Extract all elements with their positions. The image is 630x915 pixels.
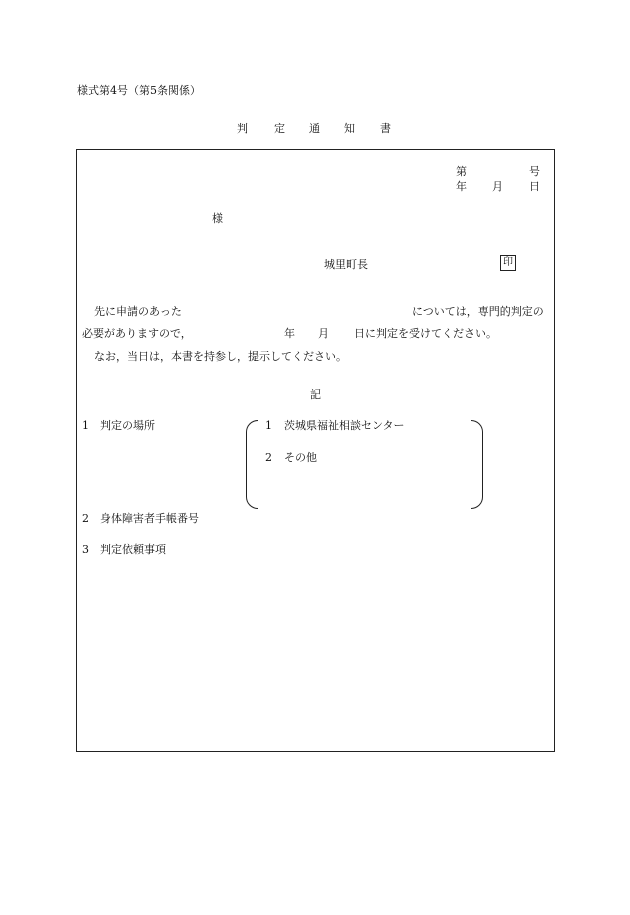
item1-label: 判定の場所 [100,419,155,432]
title-char: 通 [309,122,320,135]
addressee-suffix: 様 [212,212,223,225]
body-line2-start: 必要がありますので， [82,327,192,340]
body-line1-start: 先に申請のあった [94,305,182,318]
item2-number: 2 [82,512,89,525]
bracket-left [246,420,258,509]
ki-heading: 記 [310,388,321,401]
place-option-number: 2 [265,451,272,464]
place-option-label: 茨城県福祉相談センター [284,419,405,432]
title-char: 書 [380,122,391,135]
item3-number: 3 [82,543,89,556]
date-day-label: 日 [529,180,540,193]
title-char: 知 [344,122,355,135]
date-month-label: 月 [492,180,503,193]
item1-number: 1 [82,419,89,432]
bracket-right [471,420,483,509]
title-char: 判 [237,122,248,135]
body-line3: なお，当日は，本書を持参し，提示してください。 [94,350,347,363]
number-prefix: 第 [456,165,467,178]
number-suffix: 号 [529,165,540,178]
seal-mark: 印 [500,255,516,271]
sender-name: 城里町長 [324,258,368,271]
body-line2-end: 日に判定を受けてください。 [354,327,497,340]
date-year-label: 年 [456,180,467,193]
body-line1-end: については，専門的判定の [412,305,544,318]
item2-label: 身体障害者手帳番号 [100,512,199,525]
form-number-label: 様式第4号（第5条関係） [77,84,201,97]
place-option-number: 1 [265,419,272,432]
title-char: 定 [274,122,285,135]
item3-label: 判定依頼事項 [100,543,166,556]
place-option-label: その他 [284,451,317,464]
body-line2-year: 年 [284,327,295,340]
body-line2-month: 月 [318,327,329,340]
